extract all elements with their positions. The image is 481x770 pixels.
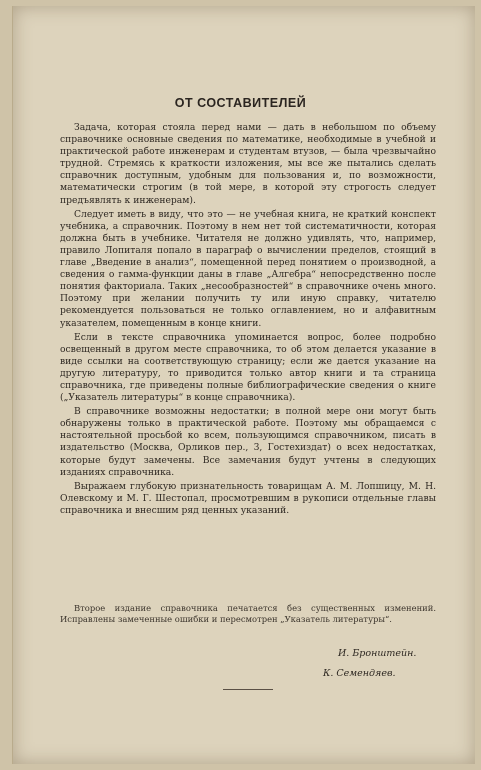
- preface-body: [60, 122, 436, 519]
- page-title: ОТ СОСТАВИТЕЛЕЙ: [174, 96, 307, 110]
- paragraph-1: Задача, которая стояла перед нами — дать в небольшом по объему справочнике основные сведения по математике, необходимые в учебной и практической работе инженерам и студентам втузов, — была чрезвычайно трудной. Стремясь к краткости изложения, мы все же пытались сделать справочник доступным, удобным для пользования и, по возможности, математически строгим (в той мере, в которой эту строгость следует предъявлять к инженерам).: [60, 122, 436, 206]
- divider-line: [223, 689, 273, 690]
- signature-semendyaev: К. Семендяев.: [323, 668, 396, 679]
- signature-bronstein: И. Бронштейн.: [338, 648, 417, 659]
- paragraph-3: Если в тексте справочника упоминается вопрос, более подробно освещенный в другом месте справочника, то об этом делается указание в виде ссылки на соответствующую страницу; если же дается указание на другую литературу, то приводится только автор книги и та страница справочника, где приведены полные библиографические сведения о книге („Указатель литературы“ в конце справочника).: [60, 331, 436, 404]
- edition-note: Второе издание справочника печатается без существенных изменений. Исправлены замеченные ошибки и пересмотрен „Указатель литературы“.: [60, 603, 436, 625]
- paragraph-2: Следует иметь в виду, что это — не учебная книга, не краткий конспект учебника, а справочник. Поэтому в нем нет той систематичности, которая должна быть в учебнике. Читателя не должно удивлять, что, например, правило Лопиталя попало в параграф о вычислении пределов, стоящий в главе „Введение в анализ“, помещенной перед понятием о производной, а сведения о гамма-функции даны в главе „Алгебра“ непосредственно после понятия факториала. Таких „несообразностей“ в справочнике очень много. Поэтому при желании получить ту или иную справку, читателю рекомендуется пользоваться не только оглавлением, но и алфавитным указателем, помещенным в конце книги.: [60, 208, 436, 329]
- paragraph-5: Выражаем глубокую признательность товарищам А. М. Лопшицу, М. Н. Олевскому и М. Г. Шестопал, просмотревшим в рукописи отдельные главы справочника и внесшим ряд ценных указаний.: [60, 480, 436, 516]
- paragraph-4: В справочнике возможны недостатки; в полной мере они могут быть обнаружены только в практической работе. Поэтому мы обращаемся с настоятельной просьбой ко всем, пользующимся справочником, писать в издательство (Москва, Орликов пер., 3, Гостехиздат) о всех недостатках, которые будут замечены. Все замечания будут учтены в следующих изданиях справочника.: [60, 406, 436, 478]
- edition-note-block: [60, 603, 436, 626]
